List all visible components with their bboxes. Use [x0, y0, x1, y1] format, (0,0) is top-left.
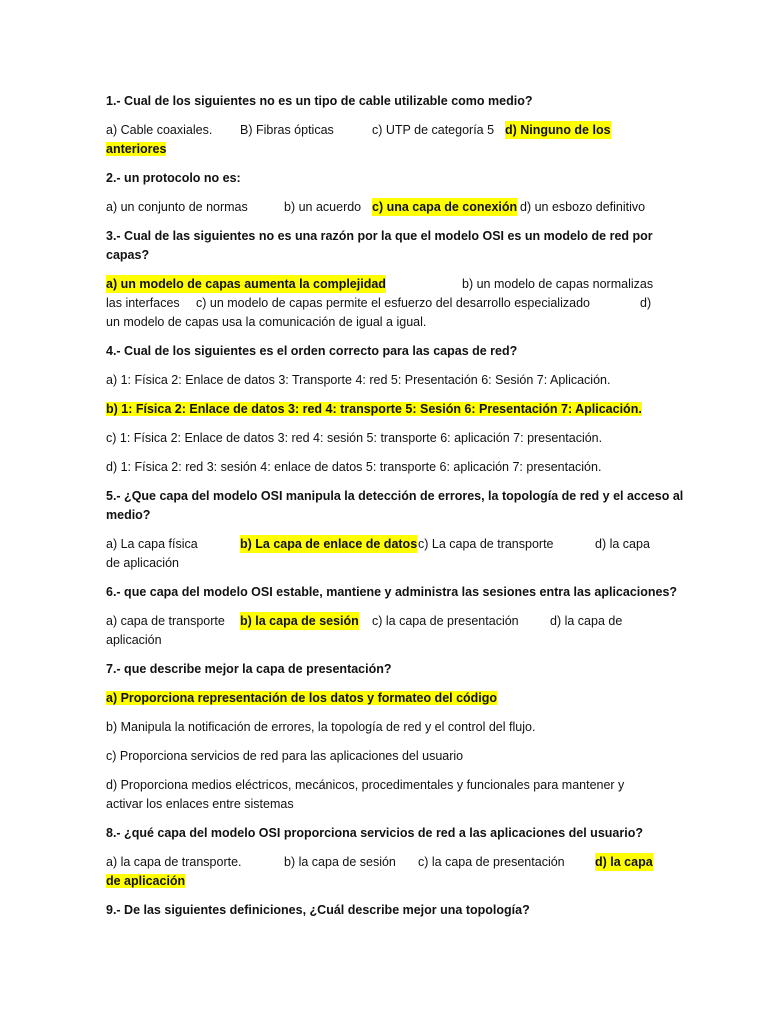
q8-option-d-answer-cont: de aplicación [106, 874, 186, 888]
q8-option-b: b) la capa de sesión [284, 855, 396, 869]
q1-option-d-answer-cont: anteriores [106, 142, 167, 156]
q4-option-b-answer: b) 1: Física 2: Enlace de datos 3: red 4: transporte 5: Sesión 6: Presentación 7: Aplicación. [106, 402, 642, 416]
q5-option-c: c) La capa de transporte [418, 537, 554, 551]
q7-option-a-answer: a) Proporciona representación de los datos y formateo del código [106, 691, 498, 705]
q3-option-d: d) [640, 296, 652, 310]
q8-option-c: c) la capa de presentación [418, 855, 565, 869]
question-2: 2.- un protocolo no es: [106, 171, 241, 185]
q7-option-c: c) Proporciona servicios de red para las aplicaciones del usuario [106, 749, 464, 763]
q1-option-d-answer: d) Ninguno de los [505, 123, 611, 137]
question-5-cont: medio? [106, 508, 151, 522]
q3-option-b-cont: las interfaces [106, 296, 180, 310]
q2-option-a: a) un conjunto de normas [106, 200, 248, 214]
q5-option-d: d) la capa [595, 537, 650, 551]
question-9: 9.- De las siguientes definiciones, ¿Cuál describe mejor una topología? [106, 903, 530, 917]
question-6: 6.- que capa del modelo OSI estable, mantiene y administra las sesiones entra las aplicaciones? [106, 585, 678, 599]
q6-option-d: d) la capa de [550, 614, 623, 628]
q5-option-b-answer: b) La capa de enlace de datos [240, 537, 418, 551]
q3-option-b: b) un modelo de capas normalizas [462, 277, 654, 291]
q6-option-b-answer: b) la capa de sesión [240, 614, 359, 628]
q7-option-d: d) Proporciona medios eléctricos, mecánicos, procedimentales y funcionales para mantener y [106, 778, 625, 792]
q8-option-d-answer: d) la capa [595, 855, 653, 869]
q3-option-c: c) un modelo de capas permite el esfuerzo del desarrollo especializado [196, 296, 590, 310]
q7-option-b: b) Manipula la notificación de errores, la topología de red y el control del flujo. [106, 720, 536, 734]
q6-option-d-cont: aplicación [106, 633, 162, 647]
q5-option-a: a) La capa física [106, 537, 198, 551]
q2-option-b: b) un acuerdo [284, 200, 362, 214]
q6-option-a: a) capa de transporte [106, 614, 225, 628]
question-1: 1.- Cual de los siguientes no es un tipo de cable utilizable como medio? [106, 94, 533, 108]
question-7: 7.- que describe mejor la capa de presentación? [106, 662, 392, 676]
question-3-cont: capas? [106, 248, 150, 262]
q5-option-d-cont: de aplicación [106, 556, 179, 570]
q2-option-c-answer: c) una capa de conexión [372, 200, 518, 214]
question-8: 8.- ¿qué capa del modelo OSI proporciona servicios de red a las aplicaciones del usuario? [106, 826, 643, 840]
q1-option-b: B) Fibras ópticas [240, 123, 334, 137]
question-3: 3.- Cual de las siguientes no es una razón por la que el modelo OSI es un modelo de red por [106, 229, 653, 243]
q7-option-d-cont: activar los enlaces entre sistemas [106, 797, 294, 811]
q4-option-a: a) 1: Física 2: Enlace de datos 3: Transporte 4: red 5: Presentación 6: Sesión 7: Aplicación. [106, 373, 611, 387]
q4-option-c: c) 1: Física 2: Enlace de datos 3: red 4: sesión 5: transporte 6: aplicación 7: presentación. [106, 431, 603, 445]
q1-option-c: c) UTP de categoría 5 [372, 123, 495, 137]
q3-option-d-cont: un modelo de capas usa la comunicación de igual a igual. [106, 315, 427, 329]
q6-option-c: c) la capa de presentación [372, 614, 519, 628]
q4-option-d: d) 1: Física 2: red 3: sesión 4: enlace de datos 5: transporte 6: aplicación 7: presentación. [106, 460, 602, 474]
q1-option-a: a) Cable coaxiales. [106, 123, 213, 137]
q3-option-a-answer: a) un modelo de capas aumenta la complejidad [106, 277, 386, 291]
question-5: 5.- ¿Que capa del modelo OSI manipula la detección de errores, la topología de red y el acceso al [106, 489, 684, 503]
q8-option-a: a) la capa de transporte. [106, 855, 242, 869]
q2-option-d: d) un esbozo definitivo [520, 200, 646, 214]
question-4: 4.- Cual de los siguientes es el orden correcto para las capas de red? [106, 344, 518, 358]
